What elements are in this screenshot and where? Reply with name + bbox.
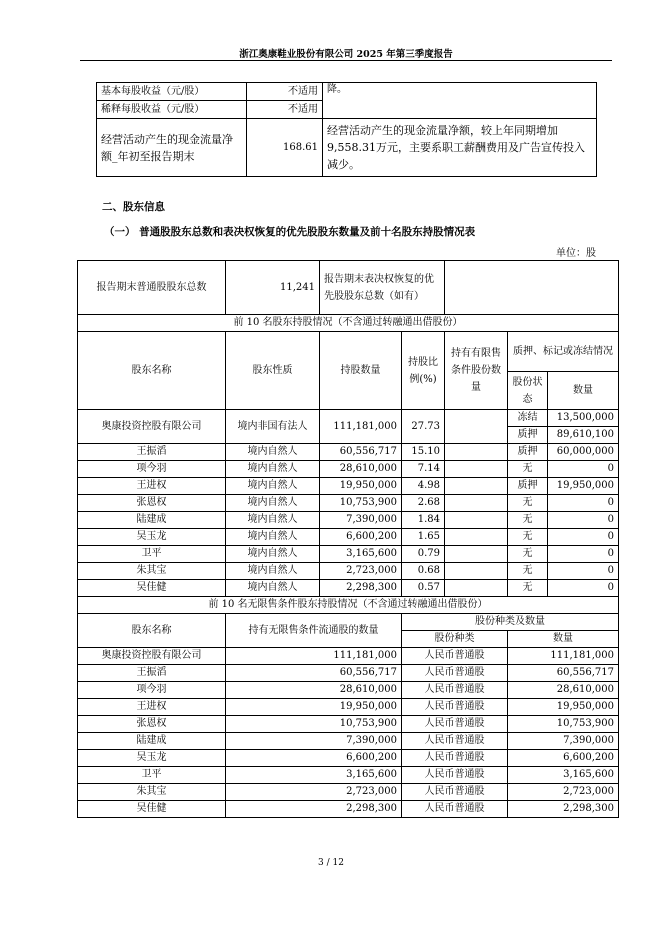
unres-count: 28,610,000 <box>226 682 402 699</box>
holder-restricted <box>445 444 508 461</box>
unres-qty: 10,753,900 <box>508 716 619 733</box>
holder-name: 朱其宝 <box>78 563 226 580</box>
holder-qty: 60,000,000 <box>548 444 619 461</box>
holder-name: 张恩权 <box>78 495 226 512</box>
unres-name: 朱其宝 <box>78 784 226 801</box>
holder-nature: 境内自然人 <box>226 444 320 461</box>
holder-nature: 境内自然人 <box>226 512 320 529</box>
table-row <box>78 665 619 682</box>
page-header-title: 浙江奥康鞋业股份有限公司 2025 年第三季度报告 <box>239 49 453 60</box>
total-holders-value: 11,241 <box>226 261 320 315</box>
holder-shares: 111,181,000 <box>320 410 402 444</box>
section-shareholder-title: 二、股东信息 <box>102 201 165 213</box>
unres-count: 7,390,000 <box>226 733 402 750</box>
unres-name: 吴玉龙 <box>78 750 226 767</box>
pref-holders-value <box>445 261 619 315</box>
page-number: 3 / 12 <box>318 858 344 868</box>
eps-basic-value: 不适用 <box>247 83 323 101</box>
holder-status: 无 <box>508 495 548 512</box>
unrestricted-title: 前 10 名无限售条件股东持股情况（不含通过转融通出借股份） <box>78 597 619 614</box>
holder-nature: 境内自然人 <box>226 546 320 563</box>
holder-restricted <box>445 546 508 563</box>
holder-restricted <box>445 478 508 495</box>
col-header-restricted: 持有有限售条件股份数量 <box>445 332 508 410</box>
holder-restricted <box>445 512 508 529</box>
unres-name: 奥康投资控股有限公司 <box>78 648 226 665</box>
holder-qty: 0 <box>548 495 619 512</box>
holder-restricted <box>445 563 508 580</box>
holder-ratio: 0.57 <box>402 580 445 597</box>
unres-header-qty: 数量 <box>508 631 619 648</box>
table-row <box>78 444 619 461</box>
eps-diluted-value: 不适用 <box>247 101 323 119</box>
table-row <box>78 563 619 580</box>
cashflow-value: 168.61 <box>247 119 323 177</box>
col-header-ratio: 持股比例(%) <box>402 332 445 410</box>
holder-ratio: 1.84 <box>402 512 445 529</box>
top10-shareholders-table <box>77 260 619 818</box>
unit-label: 单位：股 <box>556 248 596 259</box>
table-row <box>78 699 619 716</box>
unres-header-kind: 股份种类 <box>402 631 508 648</box>
unres-kind: 人民币普通股 <box>402 784 508 801</box>
holder-ratio: 0.68 <box>402 563 445 580</box>
holder-status: 质押 <box>508 427 548 444</box>
table-row <box>78 648 619 665</box>
table-row <box>78 529 619 546</box>
unres-qty: 2,723,000 <box>508 784 619 801</box>
holder-ratio: 27.73 <box>402 410 445 444</box>
holder-restricted <box>445 580 508 597</box>
col-header-shares: 持股数量 <box>320 332 402 410</box>
table-row <box>78 682 619 699</box>
holder-name: 王振滔 <box>78 444 226 461</box>
holder-ratio: 2.68 <box>402 495 445 512</box>
holder-name: 奥康投资控股有限公司 <box>78 410 226 444</box>
holder-shares: 28,610,000 <box>320 461 402 478</box>
table-row <box>78 580 619 597</box>
unres-header-kind-group: 股份种类及数量 <box>402 614 619 631</box>
holder-ratio: 1.65 <box>402 529 445 546</box>
pref-holders-label: 报告期末表决权恢复的优先股股东总数（如有） <box>320 261 445 315</box>
holder-qty: 19,950,000 <box>548 478 619 495</box>
cashflow-label: 经营活动产生的现金流量净额_年初至报告期末 <box>97 119 247 177</box>
cashflow-note: 经营活动产生的现金流量净额，较上年同期增加9,558.31万元，主要系职工薪酬费用及广告宣传投入减少。 <box>323 119 597 177</box>
holder-name: 吴玉龙 <box>78 529 226 546</box>
table-row <box>78 546 619 563</box>
unres-kind: 人民币普通股 <box>402 648 508 665</box>
holder-qty: 0 <box>548 580 619 597</box>
holder-nature: 境内非国有法人 <box>226 410 320 444</box>
unres-header-name: 股东名称 <box>78 614 226 648</box>
eps-note: 降。 <box>323 83 597 119</box>
unres-qty: 7,390,000 <box>508 733 619 750</box>
section-shareholder-subtitle: （一） 普通股股东总数和表决权恢复的优先股股东数量及前十名股东持股情况表 <box>104 226 476 238</box>
holder-shares: 6,600,200 <box>320 529 402 546</box>
holder-shares: 2,723,000 <box>320 563 402 580</box>
holder-restricted <box>445 461 508 478</box>
holder-qty: 0 <box>548 529 619 546</box>
col-header-pledge: 质押、标记或冻结情况 <box>508 332 619 372</box>
unres-qty: 2,298,300 <box>508 801 619 818</box>
table-row <box>78 750 619 767</box>
holder-qty: 0 <box>548 563 619 580</box>
unres-qty: 60,556,717 <box>508 665 619 682</box>
unres-header-count: 持有无限售条件流通股的数量 <box>226 614 402 648</box>
holder-qty: 89,610,100 <box>548 427 619 444</box>
eps-table <box>96 82 597 177</box>
total-holders-label: 报告期末普通股股东总数 <box>78 261 226 315</box>
unres-count: 19,950,000 <box>226 699 402 716</box>
holder-qty: 0 <box>548 461 619 478</box>
unres-name: 王振滔 <box>78 665 226 682</box>
table-row <box>78 512 619 529</box>
holder-shares: 60,556,717 <box>320 444 402 461</box>
col-header-status: 股份状态 <box>508 372 548 410</box>
unres-kind: 人民币普通股 <box>402 716 508 733</box>
unres-name: 陆建成 <box>78 733 226 750</box>
holder-ratio: 15.10 <box>402 444 445 461</box>
unres-kind: 人民币普通股 <box>402 750 508 767</box>
holder-nature: 境内自然人 <box>226 580 320 597</box>
holder-name: 吴佳健 <box>78 580 226 597</box>
table-row <box>78 716 619 733</box>
unres-name: 张恩权 <box>78 716 226 733</box>
unres-name: 卫平 <box>78 767 226 784</box>
holder-restricted <box>445 410 508 444</box>
holder-nature: 境内自然人 <box>226 563 320 580</box>
holder-nature: 境内自然人 <box>226 461 320 478</box>
eps-basic-label: 基本每股收益（元/股） <box>97 83 247 101</box>
table-row <box>78 495 619 512</box>
holder-status: 无 <box>508 563 548 580</box>
holder-name: 陆建成 <box>78 512 226 529</box>
holder-name: 王进权 <box>78 478 226 495</box>
holder-nature: 境内自然人 <box>226 495 320 512</box>
holder-qty: 0 <box>548 546 619 563</box>
holder-status: 冻结 <box>508 410 548 427</box>
holder-status: 无 <box>508 546 548 563</box>
holder-ratio: 7.14 <box>402 461 445 478</box>
holder-status: 无 <box>508 580 548 597</box>
holder-name: 项今羽 <box>78 461 226 478</box>
unres-qty: 3,165,600 <box>508 767 619 784</box>
unres-kind: 人民币普通股 <box>402 699 508 716</box>
unres-name: 项今羽 <box>78 682 226 699</box>
holder-qty: 0 <box>548 512 619 529</box>
col-header-qty: 数量 <box>548 372 619 410</box>
holder-shares: 2,298,300 <box>320 580 402 597</box>
unres-kind: 人民币普通股 <box>402 682 508 699</box>
holder-nature: 境内自然人 <box>226 478 320 495</box>
holder-status: 无 <box>508 461 548 478</box>
col-header-nature: 股东性质 <box>226 332 320 410</box>
top10-title: 前 10 名股东持股情况（不含通过转融通出借股份） <box>78 315 619 332</box>
unres-count: 2,298,300 <box>226 801 402 818</box>
unres-count: 111,181,000 <box>226 648 402 665</box>
holder-shares: 19,950,000 <box>320 478 402 495</box>
table-row <box>78 801 619 818</box>
holder-nature: 境内自然人 <box>226 529 320 546</box>
unres-count: 3,165,600 <box>226 767 402 784</box>
unres-qty: 19,950,000 <box>508 699 619 716</box>
table-row <box>78 767 619 784</box>
table-row <box>78 478 619 495</box>
unres-count: 60,556,717 <box>226 665 402 682</box>
holder-name: 卫平 <box>78 546 226 563</box>
unres-qty: 28,610,000 <box>508 682 619 699</box>
holder-shares: 10,753,900 <box>320 495 402 512</box>
holder-status: 质押 <box>508 478 548 495</box>
holder-shares: 3,165,600 <box>320 546 402 563</box>
unres-kind: 人民币普通股 <box>402 767 508 784</box>
holder-status: 无 <box>508 512 548 529</box>
eps-diluted-label: 稀释每股收益（元/股） <box>97 101 247 119</box>
table-row <box>78 461 619 478</box>
unres-kind: 人民币普通股 <box>402 801 508 818</box>
unres-qty: 6,600,200 <box>508 750 619 767</box>
unres-count: 2,723,000 <box>226 784 402 801</box>
holder-shares: 7,390,000 <box>320 512 402 529</box>
table-row <box>78 733 619 750</box>
unres-name: 王进权 <box>78 699 226 716</box>
unres-name: 吴佳健 <box>78 801 226 818</box>
unres-count: 10,753,900 <box>226 716 402 733</box>
unres-qty: 111,181,000 <box>508 648 619 665</box>
unres-kind: 人民币普通股 <box>402 665 508 682</box>
holder-ratio: 0.79 <box>402 546 445 563</box>
col-header-name: 股东名称 <box>78 332 226 410</box>
unres-count: 6,600,200 <box>226 750 402 767</box>
holder-ratio: 4.98 <box>402 478 445 495</box>
holder-status: 质押 <box>508 444 548 461</box>
header-divider <box>80 60 612 61</box>
unres-kind: 人民币普通股 <box>402 733 508 750</box>
holder-restricted <box>445 529 508 546</box>
holder-status: 无 <box>508 529 548 546</box>
holder-restricted <box>445 495 508 512</box>
table-row <box>78 784 619 801</box>
holder-qty: 13,500,000 <box>548 410 619 427</box>
